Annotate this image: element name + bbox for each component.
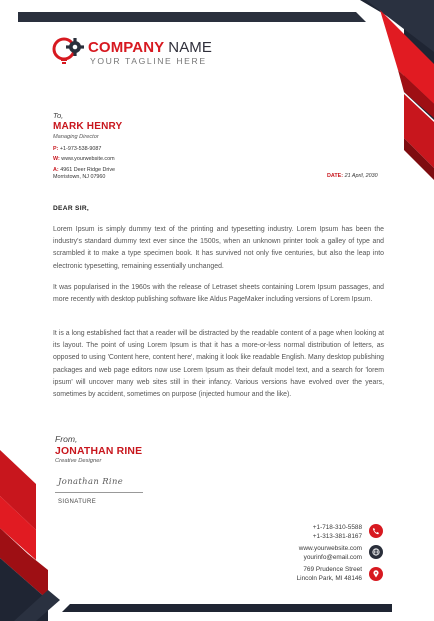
body-paragraph-2: It was popularised in the 1960s with the release of Letraset sheets containing Lorem Ipsum passages, and more recently with desktop publishing software like Aldus PageMaker including versions of Lorem Ipsum. — [53, 284, 384, 304]
recipient-name: MARK HENRY — [53, 121, 123, 132]
company-tagline: YOUR TAGLINE HERE — [90, 56, 207, 66]
footer-website: www.yourwebsite.com — [298, 545, 362, 552]
date-label: DATE: — [327, 173, 344, 179]
recipient-address — [53, 167, 115, 173]
signature-line — [55, 492, 143, 493]
bottom-left-ribbon-decoration — [0, 450, 60, 621]
recipient-address-line1: 4961 Deer Ridge Drive — [60, 167, 116, 173]
recipient-address-line2: Morristown, NJ 07960 — [53, 174, 106, 180]
recipient-website-label: W: — [53, 156, 60, 162]
lightbulb-gear-icon — [52, 36, 86, 66]
letter-date — [327, 173, 378, 179]
company-name-light: NAME — [168, 39, 213, 56]
company-name — [88, 39, 212, 56]
sender-title: Creative Designer — [55, 458, 102, 464]
recipient-address-label: A: — [53, 167, 59, 173]
globe-icon — [369, 545, 383, 559]
recipient-phone-label: P: — [53, 146, 59, 152]
footer-address-line2: Lincoln Park, MI 48146 — [296, 575, 362, 582]
footer-phone-1: +1-718-310-5588 — [312, 524, 362, 531]
from-label: From, — [55, 434, 78, 444]
to-label: To, — [53, 111, 64, 120]
recipient-phone — [53, 146, 101, 152]
footer-email: yourinfo@email.com — [303, 554, 362, 561]
salutation: DEAR SIR, — [53, 205, 90, 212]
footer-phone-2: +1-313-381-8167 — [312, 533, 362, 540]
company-name-strong: COMPANY — [88, 39, 165, 56]
recipient-website — [53, 156, 115, 162]
signature-label: SIGNATURE — [58, 499, 97, 505]
footer-address-line1: 769 Prudence Street — [303, 566, 362, 573]
recipient-title: Managing Director — [53, 134, 99, 140]
handwritten-signature: Jonathan Rine — [58, 476, 124, 486]
body-paragraph-1: Lorem Ipsum is simply dummy text of the printing and typesetting industry. Lorem Ipsum has been the industry's standard dummy text ever since the 1500s, when an unknown printer took a galley of type and scrambled it to make a type specimen book. It has survived not only five centuries, but also the leap into electronic typesetting, remaining essentially unchanged. — [53, 226, 384, 270]
body-paragraph-3: It is a long established fact that a reader will be distracted by the readable content of a page when looking at its layout. The point of using Lorem Ipsum is that it has a more-or-less normal distribution of letters, as opposed to using 'Content here, content here', making it look like readable English. Many desktop publishing packages and web page editors now use Lorem Ipsum as their default model text, and a search for 'lorem ipsum' will uncover many web sites still in their infancy. Various versions have evolved over the years, sometimes by accident, sometimes on purpose (injected humour and the like). — [53, 330, 384, 399]
recipient-website-value: www.yourwebsite.com — [61, 156, 115, 162]
location-pin-icon — [369, 567, 383, 581]
date-value: 21 April, 2030 — [344, 173, 378, 179]
phone-icon — [369, 524, 383, 538]
sender-name: JONATHAN RINE — [55, 446, 143, 457]
bottom-border-decoration — [52, 604, 434, 621]
recipient-phone-value: +1-973-538-9087 — [59, 146, 102, 152]
